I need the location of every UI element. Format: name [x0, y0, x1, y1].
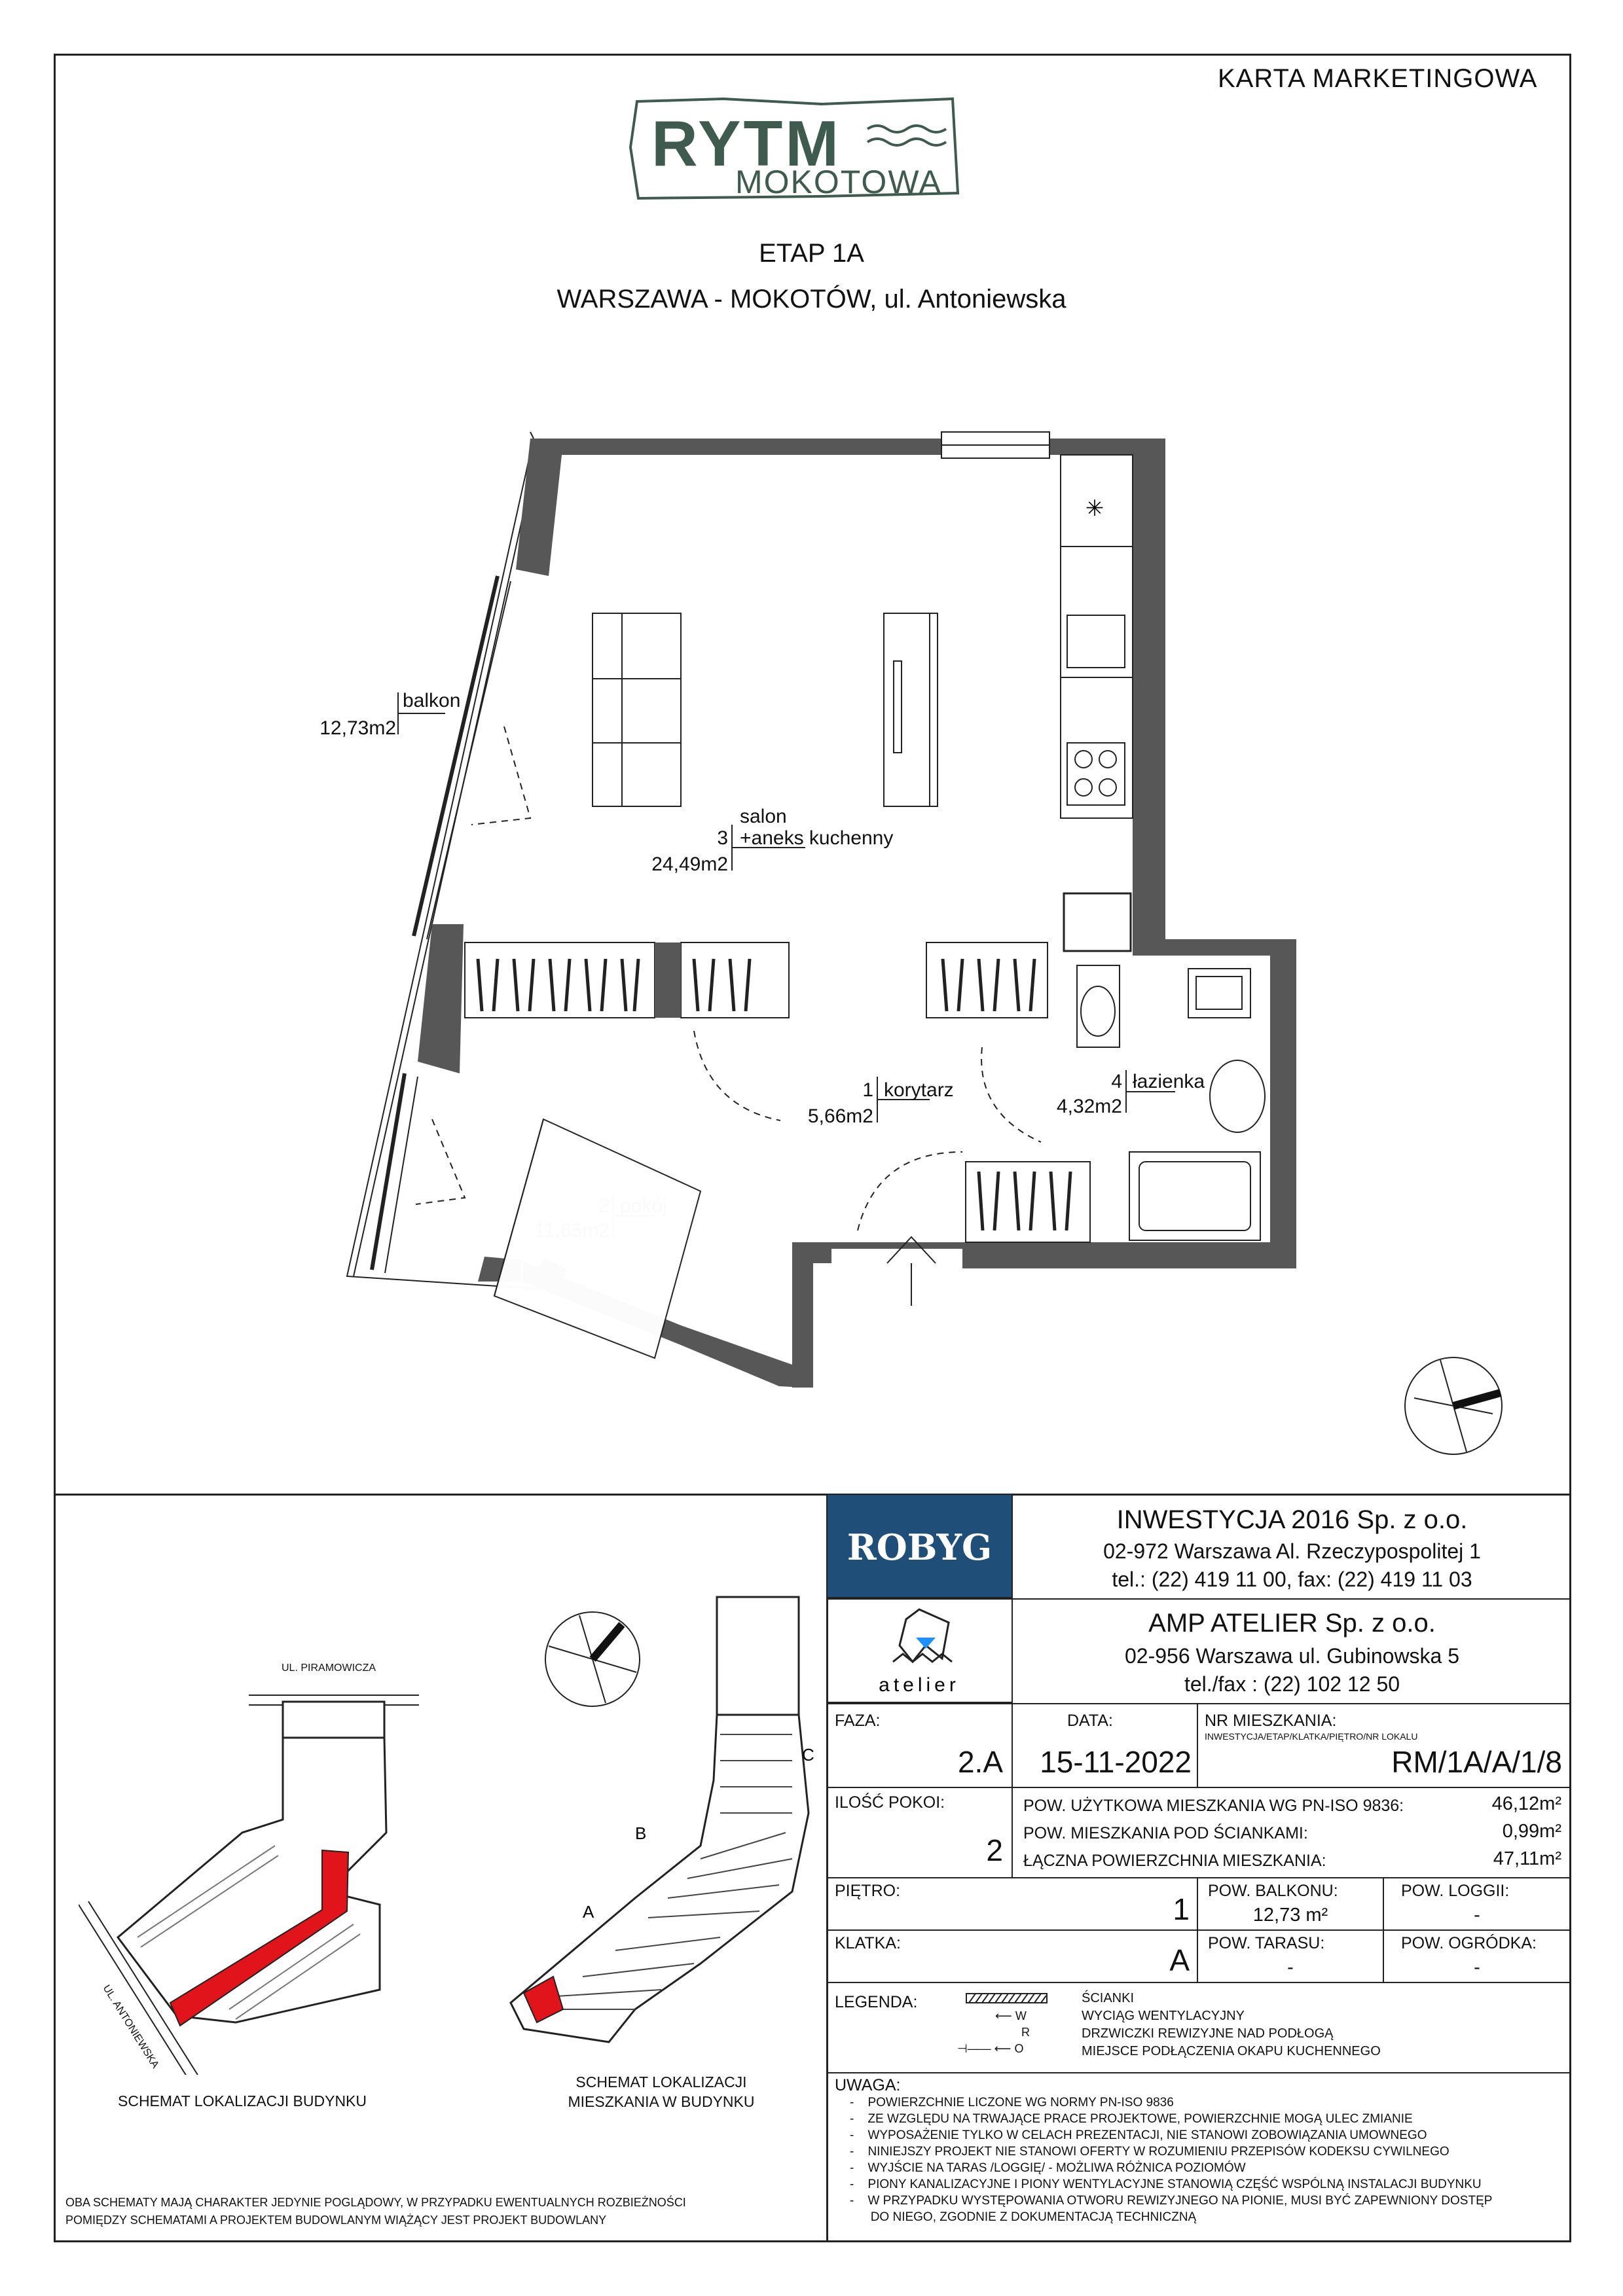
area3-value: 47,11m²	[1493, 1848, 1561, 1869]
building-scheme-caption: SCHEMAT LOKALIZACJI BUDYNKU	[118, 2092, 367, 2109]
street-antoniewska: UL. ANTONIEWSKA	[100, 1983, 161, 2071]
pokoje-value: 2	[986, 1833, 1003, 1867]
room-korytarz-label: korytarz	[884, 1079, 954, 1101]
room-korytarz-area: 5,66m2	[807, 1105, 873, 1127]
note-item: - POWIERZCHNIE LICZONE WG NORMY PN-ISO 9836	[850, 2096, 1174, 2109]
nr-value: RM/1A/A/1/8	[1391, 1745, 1562, 1779]
note-item: - PIONY KANALIZACYJNE I PIONY WENTYLACYJNE STANOWIĄ CZĘŚĆ WSPÓLNĄ INSTALACJI BUDYNKU	[850, 2178, 1482, 2191]
legend-item: WYCIĄG WENTYLACYJNY	[1082, 2009, 1245, 2023]
balkon-value: 12,73 m²	[1252, 1905, 1328, 1926]
room-salon-number: 3	[717, 827, 728, 849]
legend-items	[1082, 1990, 1381, 2060]
unit-scheme	[504, 1584, 818, 2081]
ogrodek-label: POW. OGRÓDKA:	[1401, 1934, 1537, 1952]
stair-b: B	[635, 1823, 647, 1843]
compass-icon	[1401, 1354, 1506, 1458]
klatka-value: A	[1169, 1943, 1190, 1977]
area3-label: ŁĄCZNA POWIERZCHNIA MIESZKANIA:	[1023, 1852, 1326, 1870]
room-lazienka-area: 4,32m2	[1056, 1096, 1122, 1117]
room-salon-label: salon	[740, 806, 787, 827]
faza-value: 2.A	[957, 1745, 1003, 1779]
area1-value: 46,12m²	[1491, 1793, 1561, 1814]
street-piramowicza: UL. PIRAMOWICZA	[282, 1662, 376, 1674]
note-item: - NINIEJSZY PROJEKT NIE STANOWI OFERTY W ROZUMIENIU PRZEPISÓW KODEKSU CYWILNEGO	[850, 2145, 1450, 2159]
hood-symbol-icon: ⊣—— ⟵ O	[957, 2042, 1024, 2055]
unit-scheme-caption-2: MIESZKANIA W BUDYNKU	[568, 2093, 755, 2110]
legend-title: LEGENDA:	[835, 1993, 918, 2011]
data-label: DATA:	[1067, 1712, 1113, 1730]
legend-item: ŚCIANKI	[1082, 1991, 1135, 2005]
investor-address: 02-972 Warszawa Al. Rzeczypospolitej 1	[1103, 1539, 1481, 1563]
investor-name: INWESTYCJA 2016 Sp. z o.o.	[1116, 1505, 1468, 1534]
room-lazienka-label: łazienka	[1133, 1071, 1205, 1092]
room-balkon-label: balkon	[403, 690, 461, 711]
room-balkon-area: 12,73m2	[319, 717, 396, 739]
note-item: - WYJŚCIE NA TARAS /LOGGIĘ/ - MOŻLIWA RÓŻNICA POZIOMÓW	[850, 2161, 1246, 2175]
notes-list	[850, 2094, 1492, 2225]
room-salon-label2: +aneks kuchenny	[740, 827, 894, 849]
note-item: DO NIEGO, ZGODNIE Z DOKUMENTACJĄ TECHNICZNĄ	[870, 2210, 1197, 2224]
room-korytarz-number: 1	[862, 1079, 873, 1101]
brand-logo	[625, 95, 966, 203]
taras-value: -	[1287, 1957, 1294, 1978]
area2-value: 0,99m²	[1502, 1821, 1561, 1842]
revision-symbol-icon: R	[1021, 2026, 1030, 2039]
data-value: 15-11-2022	[1040, 1745, 1192, 1779]
legend-item: DRZWICZKI REWIZYJNE NAD PODŁOGĄ	[1082, 2026, 1334, 2041]
brand-top: RYTM	[651, 107, 841, 179]
nr-label: NR MIESZKANIA:	[1205, 1712, 1337, 1730]
brand-bottom: MOKOTOWA	[735, 164, 942, 200]
note-item: - WYPOSAŻENIE TYLKO W CELACH PREZENTACJI, NIE STANOWI ZOBOWIĄZANIA UMOWNEGO	[850, 2128, 1427, 2142]
taras-label: POW. TARASU:	[1208, 1934, 1325, 1952]
architect-name: AMP ATELIER Sp. z o.o.	[1148, 1609, 1436, 1638]
vent-symbol-icon: ⟵ W	[995, 2009, 1027, 2022]
stair-c: C	[802, 1745, 814, 1765]
note-item: - ZE WZGLĘDU NA TRWAJĄCE PRACE PROJEKTOWE, POWIERZCHNIE MOGĄ ULEC ZMIANIE	[850, 2112, 1413, 2126]
stair-a: A	[583, 1902, 594, 1922]
stage-label: ETAP 1A	[759, 239, 864, 268]
room-lazienka-number: 4	[1111, 1071, 1122, 1092]
svg-text:✳: ✳	[1085, 496, 1104, 521]
klatka-label: KLATKA:	[835, 1934, 901, 1952]
pietro-label: PIĘTRO:	[835, 1882, 901, 1900]
faza-label: FAZA:	[835, 1712, 881, 1730]
disclaimer-line-1: OBA SCHEMATY MAJĄ CHARAKTER JEDYNIE POGLĄDOWY, W PRZYPADKU EWENTUALNYCH ROZBIEŻNOŚCI	[65, 2196, 686, 2209]
loggia-value: -	[1474, 1905, 1480, 1926]
architect-contact: tel./fax : (22) 102 12 50	[1184, 1672, 1400, 1696]
investor-contact: tel.: (22) 419 11 00, fax: (22) 419 11 03	[1112, 1568, 1472, 1591]
location-label: WARSZAWA - MOKOTÓW, ul. Antoniewska	[556, 285, 1067, 314]
wall-hatch-icon	[966, 1993, 1048, 2003]
robyg-logo: ROBYG	[826, 1494, 1013, 1598]
pietro-value: 1	[1173, 1892, 1190, 1926]
note-item: - W PRZYPADKU WYSTĘPOWANIA OTWORU REWIZYJNEGO NA PIONIE, MUSI BYĆ ZAPEWNIONY DOSTĘP	[850, 2194, 1493, 2208]
architect-address: 02-956 Warszawa ul. Gubinowska 5	[1124, 1644, 1460, 1668]
room-salon-area: 24,49m2	[651, 853, 728, 875]
section-divider	[54, 1494, 1571, 1496]
card-type: KARTA MARKETINGOWA	[1218, 64, 1538, 93]
legend-item: MIEJSCE PODŁĄCZENIA OKAPU KUCHENNEGO	[1082, 2044, 1381, 2058]
atelier-logo	[826, 1598, 1013, 1703]
balkon-label: POW. BALKONU:	[1208, 1882, 1338, 1900]
unit-scheme-caption-1: SCHEMAT LOKALIZACJI	[575, 2073, 747, 2090]
floor-plan	[288, 419, 1597, 1401]
nr-sublabel: INWESTYCJA/ETAP/KLATKA/PIĘTRO/NR LOKALU	[1205, 1731, 1418, 1742]
notes-title: UWAGA:	[835, 2076, 901, 2094]
pokoje-label: ILOŚĆ POKOI:	[835, 1793, 945, 1812]
loggia-label: POW. LOGGII:	[1401, 1882, 1510, 1900]
svg-text:atelier: atelier	[879, 1674, 960, 1696]
ogrodek-value: -	[1474, 1957, 1480, 1978]
disclaimer-line-2: POMIĘDZY SCHEMATAMI A PROJEKTEM BUDOWLANYM WIĄŻĄCY JEST PROJEKT BUDOWLANY	[65, 2214, 607, 2227]
area2-label: POW. MIESZKANIA POD ŚCIANKAMI:	[1023, 1824, 1308, 1842]
area1-label: POW. UŻYTKOWA MIESZKANIA WG PN-ISO 9836:	[1023, 1797, 1404, 1815]
